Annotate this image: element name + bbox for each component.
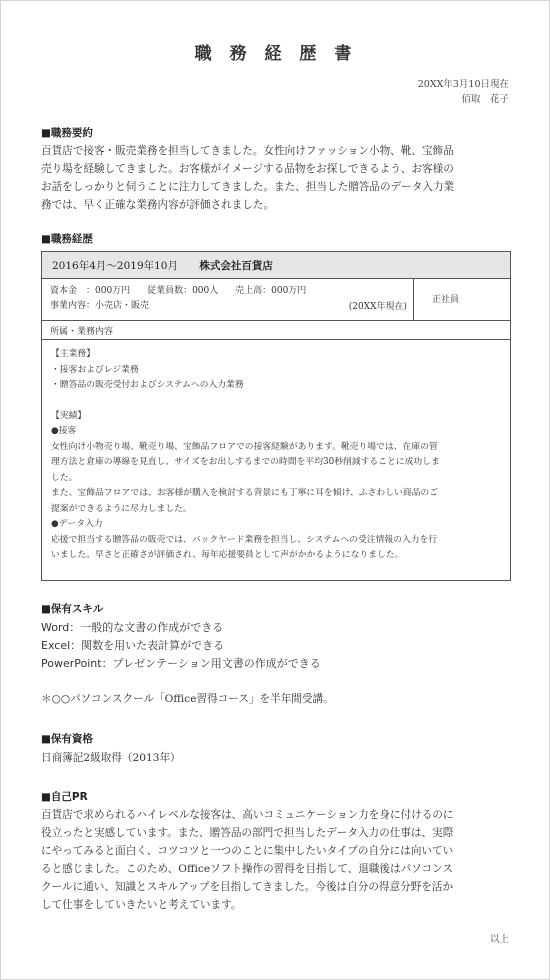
pr-line: 役立ったと実感しています。また、贈答品の部門で担当したデータ入力の仕事は、実際 [41,827,454,839]
skills-heading: ■保有スキル [41,603,104,615]
career-company: 株式会社百貨店 [199,260,273,272]
pr-line: にやってみると面白く、コツコツと一つのことに集中したいタイプの自分には向いてい [41,845,454,857]
dept-label: 所属・業務内容 [42,321,510,340]
duty-line: ・接客およびレジ業務 [51,364,139,375]
summary-line: 百貨店で接客・販売業務を担当してきました。女性向けファッション小物、靴、宝飾品 [41,145,454,157]
skills-list [41,619,321,673]
company-sales: 売上高：000万円 [235,286,307,296]
company-info-details [42,279,414,320]
duty-line: 【主業務】 [51,349,95,359]
company-as-of: (20XX年現在) [348,302,407,312]
document-date: 20XX年3月10日現在 [417,79,509,90]
pr-line: 百貨店で求められるハイレベルな接客は、高いコミュニケーション力を身に付けるのに [41,809,454,821]
licenses-heading: ■保有資格 [41,733,93,745]
company-capital: 資本金 ：000万円 [50,286,131,296]
company-business: 事業内容：小売店・販売 [50,301,150,311]
career-period: 2016年4月～2019年10月 [52,260,178,272]
document-meta [418,77,509,107]
company-info-row [50,284,405,299]
duty-spacer [51,394,501,409]
duty-line: した。 [51,472,78,483]
license-item: 日商簿記2級取得（2013年） [41,752,181,764]
skill-item: Word：一般的な文書の作成ができる [41,621,224,634]
duty-line: 女性向け小物売り場、靴売り場、宝飾品フロアでの接客経験があります。靴売り場では、在庫の管 [51,441,438,452]
duty-line: また、宝飾品フロアでは、お客様が購入を検討する背景にも丁寧に耳を傾け、ふさわしい商品のご [51,488,438,498]
duty-line: 提案ができるように尽力しました。 [51,503,192,514]
applicant-name: 佰取 花子 [461,94,509,105]
duty-line: 応援で担当する贈答品の販売では、バックヤード業務を担当し、システムへの受注情報の入力を行 [51,534,438,545]
closing-text: 以上 [489,934,509,945]
skill-item: Excel：関数を用いた表計算ができる [41,639,225,652]
pr-line: ると感じました。このため、Officeソフト操作の習得を目指して、退職後はパソコンス [41,863,454,875]
summary-line: 務では、早く正確な業務内容が評価されました。 [41,199,275,211]
document-title: 職 務 経 歴 書 [194,44,358,64]
skill-item: PowerPoint：プレゼンテーション用文書の作成ができる [41,657,321,670]
pr-text [41,806,513,914]
duty-line: ・贈答品の販売受付およびシステムへの入力業務 [51,380,244,390]
career-heading: ■職務経歴 [41,233,93,245]
pr-line: して仕事をしていきたいと考えています。 [41,899,242,911]
skills-note: ＊○○パソコンスクール「Office習得コース」を半年間受講。 [41,693,334,705]
duties-text [42,340,510,571]
summary-heading: ■職務要約 [41,127,93,139]
duty-line: 理方法と倉庫の導線を見直し、サイズをお出しするまでの時間を平均30秒削減することに成功しま [51,457,440,467]
summary-text [41,142,513,214]
career-table [41,251,511,581]
employment-type: 正社員 [432,295,460,305]
pr-heading: ■自己PR [41,791,88,803]
duty-line: 【実績】 [51,410,87,421]
pr-line: クールに通い、知識とスキルアップを目指してきました。今後は自分の得意分野を活か [41,881,454,893]
summary-line: お話をしっかりと伺うことに注力してきました。また、担当した贈答品のデータ入力業 [41,181,455,193]
duty-line: いました。早さと正確さが評価され、毎年応援要員として声がかかるようになりました。 [51,550,404,560]
duty-line: ●データ入力 [51,519,103,529]
duty-line: ●接客 [51,426,77,436]
company-employees: 従業員数：000人 [147,286,219,296]
summary-line: 売り場を経験してきました。お客様がイメージする品物をお探しできるよう、お客様の [41,163,454,175]
career-header [42,252,510,279]
company-info [42,279,510,321]
